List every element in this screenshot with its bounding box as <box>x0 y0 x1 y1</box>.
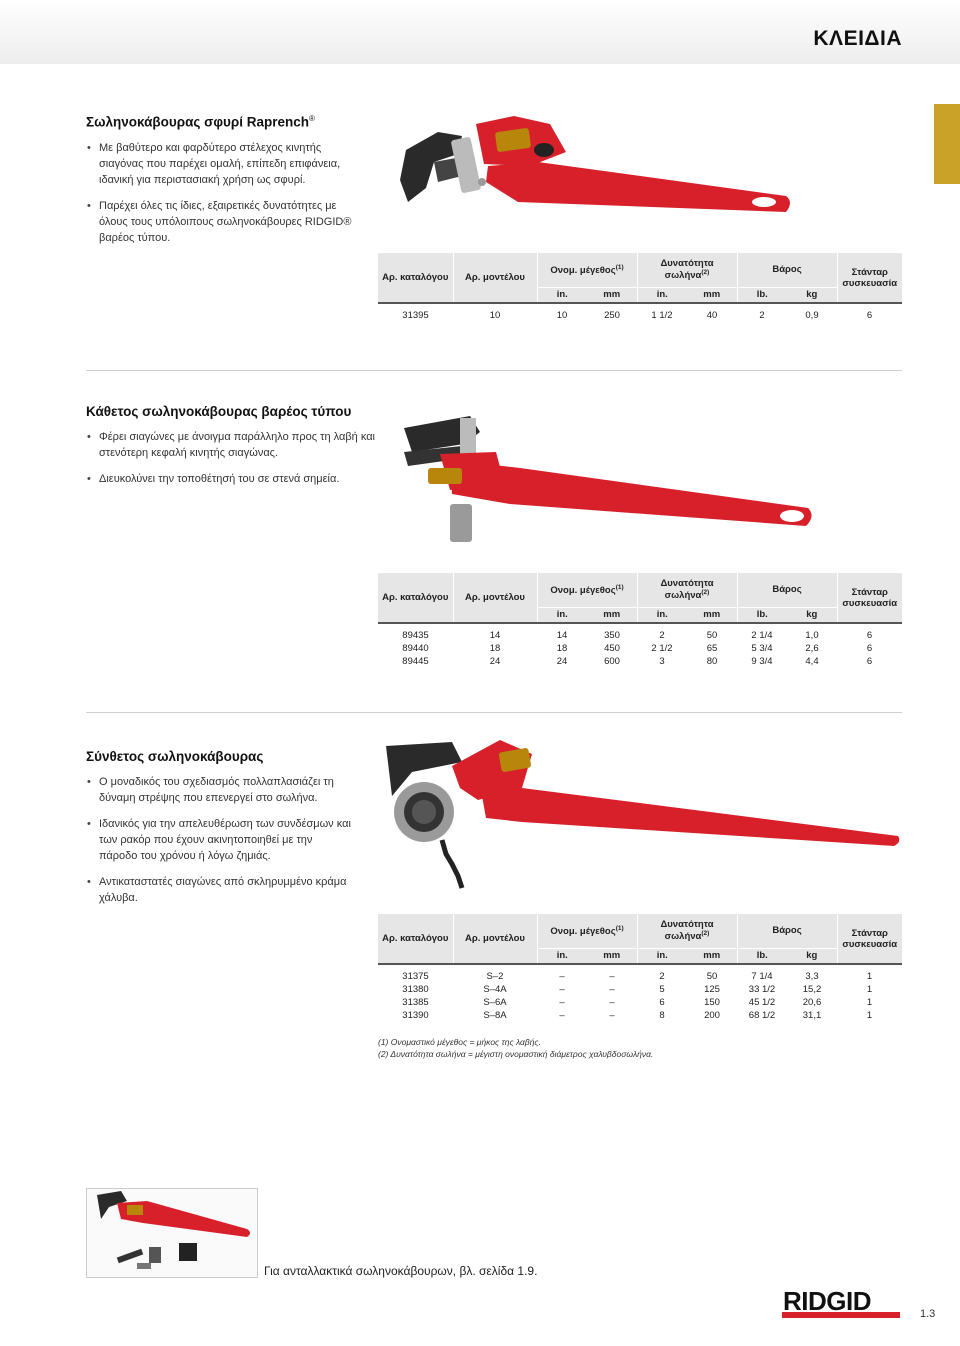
col-standard-pack: Στάνταρ συσκευασία <box>837 573 902 623</box>
col-model: Αρ. μοντέλου <box>453 914 537 964</box>
unit-in: in. <box>537 948 587 964</box>
section-offset-wrench <box>86 404 382 497</box>
col-model: Αρ. μοντέλου <box>453 253 537 303</box>
col-weight: Βάρος <box>737 914 837 948</box>
feature-list <box>86 774 352 906</box>
col-pipe-capacity: Δυνατότητα σωλήνα$^{(2)}$ <box>637 253 737 287</box>
spare-parts-photo <box>86 1188 258 1278</box>
col-nominal-size: Ονομ. μέγεθος$^{(1)}$ <box>537 914 637 948</box>
feature-item: • Αντικαταστατές σιαγώνες από σκληρυμμένο κράμα χάλυβα. <box>86 874 352 906</box>
page-number: 1.3 <box>920 1308 936 1320</box>
table-row: 89440 18 18 450 2 1/2 65 5 3/4 2,6 6 <box>402 643 873 654</box>
unit-mm: mm <box>687 607 737 623</box>
section-divider <box>86 712 902 713</box>
feature-item: • Ο μοναδικός του σχεδιασμός πολλαπλασιάζει τη δύναμη στρέψης που επενεργεί στο σωλήνα. <box>86 774 352 806</box>
unit-mm: mm <box>587 607 637 623</box>
section-title: Κάθετος σωληνοκάβουρας βαρέος τύπου <box>86 404 352 419</box>
table-row: 89435 14 14 350 2 50 2 1/4 1,0 6 <box>402 630 873 641</box>
feature-item: • Παρέχει όλες τις ίδιες, εξαιρετικές δυνατότητες με όλους τους υπόλοιπους σωληνοκάβουρες RIDGID® βαρέος τύπου. <box>86 198 366 246</box>
page-title: ΚΛΕΙΔΙΑ <box>813 27 902 50</box>
col-catalog: Αρ. καταλόγου <box>378 573 453 623</box>
section-divider <box>86 370 902 371</box>
table-row: 31385 S–6A – – 6 150 45 1/2 20,6 1 <box>402 997 873 1008</box>
raprench-wrench-image <box>398 110 794 222</box>
feature-item: • Ιδανικός για την απελευθέρωση των συνδέσμων και των ρακόρ που έχουν ακινητοποιηθεί με την πάροδο του χρόνου ή λόγω ζημιάς. <box>86 816 352 864</box>
footnotes <box>378 1036 653 1060</box>
table-row: 89445 24 24 600 3 80 9 3/4 4,4 6 <box>402 656 873 667</box>
unit-mm: mm <box>587 948 637 964</box>
table-row: 31395 10 10 250 1 1/2 40 2 0,9 6 <box>402 310 873 321</box>
section-tab-marker <box>934 104 960 184</box>
footnote: (2) Δυνατότητα σωλήνα = μέγιστη ονομαστική διάμετρος χαλυβδοσωλήνα. <box>378 1049 654 1059</box>
feature-item: • Φέρει σιαγώνες με άνοιγμα παράλληλο προς τη λαβή και στενότερη κεφαλή κινητής σιαγώνας. <box>86 429 382 461</box>
table-row: 31380 S–4A – – 5 125 33 1/2 15,2 1 <box>402 984 873 995</box>
col-model: Αρ. μοντέλου <box>453 573 537 623</box>
ridgid-logo <box>782 1286 904 1322</box>
col-pipe-capacity: Δυνατότητα σωλήνα$^{(2)}$ <box>637 914 737 948</box>
col-catalog: Αρ. καταλόγου <box>378 914 453 964</box>
table-row: 31390 S–8A – – 8 200 68 1/2 31,1 1 <box>402 1010 873 1021</box>
unit-kg: kg <box>787 607 837 623</box>
unit-kg: kg <box>787 948 837 964</box>
feature-item: • Διευκολύνει την τοποθέτησή του σε στενά σημεία. <box>86 471 382 487</box>
col-nominal-size: Ονομ. μέγεθος$^{(1)}$ <box>537 573 637 607</box>
section-raprench <box>86 114 366 256</box>
spec-table-offset <box>378 573 902 668</box>
unit-in: in. <box>537 287 587 303</box>
section-title: Σωληνοκάβουρας σφυρί Raprench® <box>86 114 315 130</box>
section-title: Σύνθετος σωληνοκάβουρας <box>86 749 264 764</box>
col-catalog: Αρ. καταλόγου <box>378 253 453 303</box>
compound-wrench-image <box>382 736 902 896</box>
unit-lb: lb. <box>737 287 787 303</box>
ridgid-logo-text: RIDGID <box>783 1286 871 1316</box>
col-weight: Βάρος <box>737 573 837 607</box>
unit-kg: kg <box>787 287 837 303</box>
unit-in: in. <box>637 287 687 303</box>
col-standard-pack: Στάνταρ συσκευασία <box>837 914 902 964</box>
unit-in: in. <box>537 607 587 623</box>
unit-in: in. <box>637 948 687 964</box>
spare-parts-note: Για ανταλλακτικά σωληνοκάβουρων, βλ. σελίδα 1.9. <box>264 1264 538 1278</box>
unit-mm: mm <box>587 287 637 303</box>
feature-item: • Με βαθύτερο και φαρδύτερο στέλεχος κινητής σιαγόνας που παρέχει ομαλή, επίπεδη επιφάνεια, ιδανική για περιστασιακή χρήση ως σφυρί. <box>86 140 366 188</box>
unit-in: in. <box>637 607 687 623</box>
col-weight: Βάρος <box>737 253 837 287</box>
unit-lb: lb. <box>737 948 787 964</box>
col-nominal-size: Ονομ. μέγεθος$^{(1)}$ <box>537 253 637 287</box>
unit-mm: mm <box>687 948 737 964</box>
unit-lb: lb. <box>737 607 787 623</box>
offset-wrench-image <box>400 412 816 548</box>
feature-list <box>86 429 382 487</box>
footnote: (1) Ονομαστικό μέγεθος = μήκος της λαβής. <box>378 1037 541 1047</box>
col-standard-pack: Στάνταρ συσκευασία <box>837 253 902 303</box>
col-pipe-capacity: Δυνατότητα σωλήνα$^{(2)}$ <box>637 573 737 607</box>
feature-list <box>86 140 366 246</box>
section-compound-wrench <box>86 749 352 916</box>
unit-mm: mm <box>687 287 737 303</box>
spec-table-raprench <box>378 253 902 322</box>
table-row: 31375 S–2 – – 2 50 7 1/4 3,3 1 <box>402 971 873 982</box>
spec-table-compound <box>378 914 902 1022</box>
spare-parts-illustration <box>87 1189 258 1278</box>
